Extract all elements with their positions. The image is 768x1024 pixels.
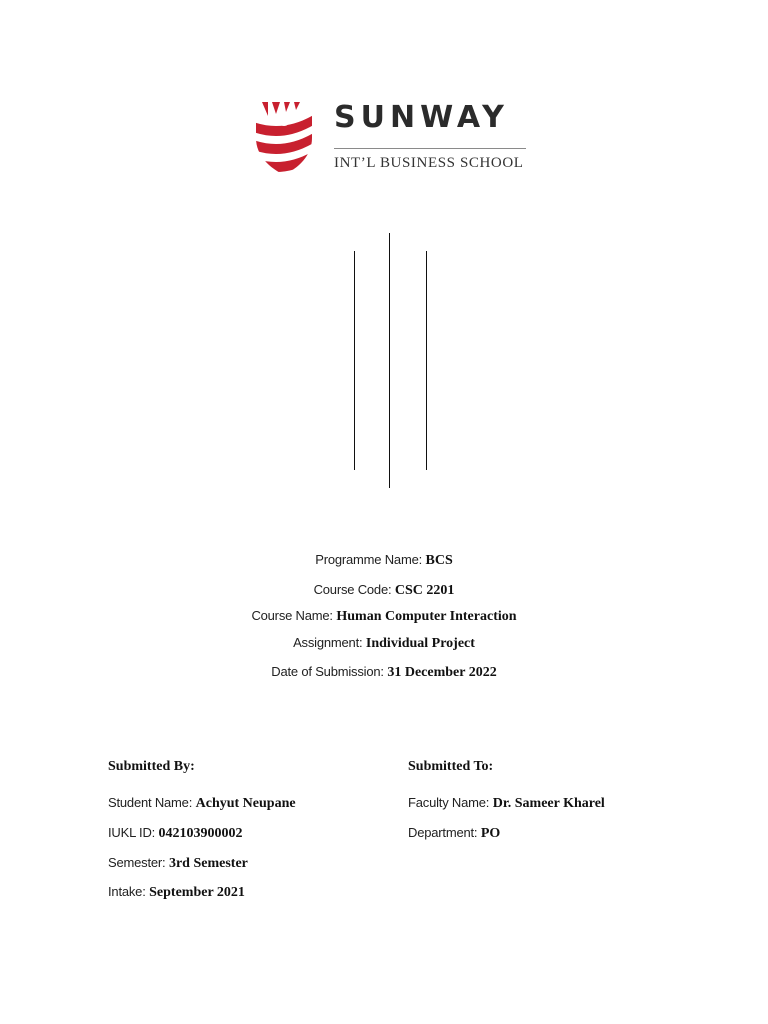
decorative-line-right [426,251,427,470]
submission-date-row [0,662,768,683]
assignment-row [0,633,768,654]
course-code-row [0,580,768,601]
faculty-name-value: Dr. Sameer Kharel [492,796,605,811]
iukl-id-label: IUKL ID: [108,825,156,840]
sunway-logo [254,96,529,178]
submission-date-label: Date of Submission: [271,664,384,679]
course-name-value: Human Computer Interaction [336,609,517,624]
semester-value: 3rd Semester [168,856,248,871]
submitted-to-heading: Submitted To: [408,759,494,774]
programme-row [0,550,768,571]
iukl-id-value: 042103900002 [158,826,243,841]
faculty-name-row [408,793,605,814]
assignment-label: Assignment: [293,635,363,650]
decorative-line-left [354,251,355,470]
student-name-value: Achyut Neupane [195,796,296,811]
semester-row [108,853,248,874]
iukl-id-row [108,823,243,844]
department-row [408,823,500,844]
submission-date-value: 31 December 2022 [387,665,497,680]
logo-divider [334,148,526,149]
course-name-label: Course Name: [251,608,333,623]
department-label: Department: [408,825,478,840]
intake-label: Intake: [108,884,146,899]
department-value: PO [480,826,501,841]
course-code-value: CSC 2201 [394,583,455,598]
sunway-emblem-icon [254,98,314,176]
semester-label: Semester: [108,855,166,870]
submitted-by-heading: Submitted By: [108,759,195,774]
student-name-label: Student Name: [108,795,193,810]
student-name-row [108,793,296,814]
decorative-line-center [389,233,390,488]
programme-value: BCS [425,553,453,568]
faculty-name-label: Faculty Name: [408,795,490,810]
assignment-value: Individual Project [365,636,475,651]
intake-row [108,882,245,903]
logo-wordmark: SUNWAY [334,100,509,135]
intake-value: September 2021 [149,885,245,900]
course-code-label: Course Code: [313,582,392,597]
programme-label: Programme Name: [315,552,423,567]
logo-subtitle: INT’L BUSINESS SCHOOL [334,155,524,171]
course-name-row [0,606,768,627]
